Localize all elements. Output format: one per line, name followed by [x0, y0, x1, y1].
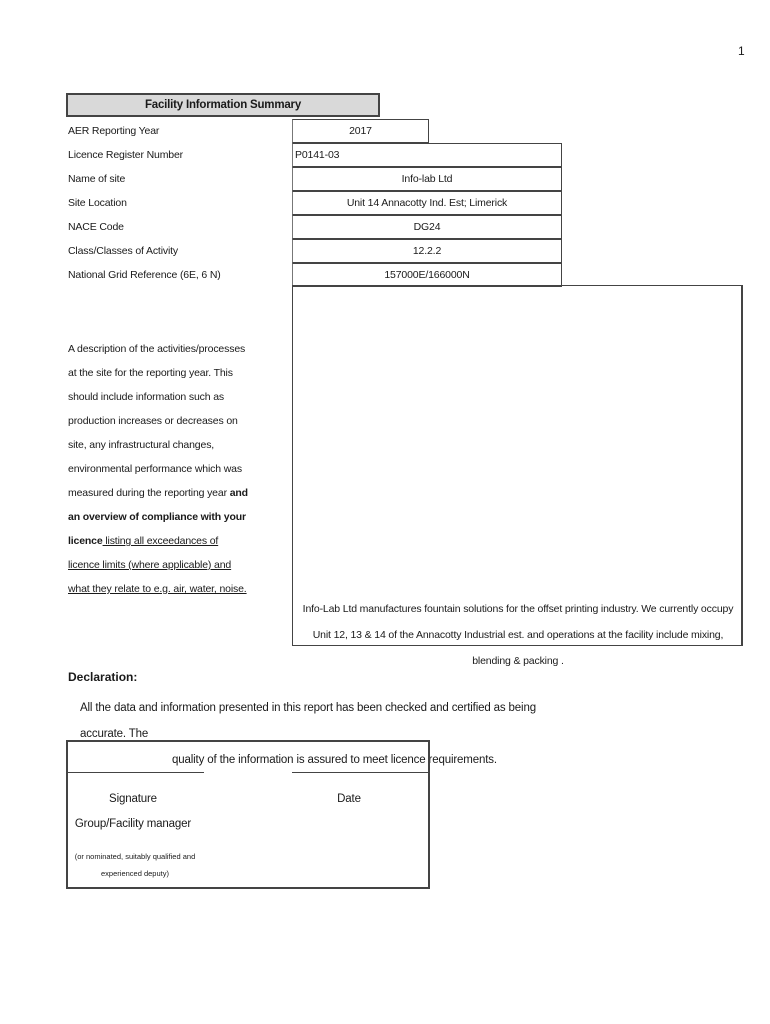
signature-label: Signature	[109, 793, 157, 805]
page-number: 1	[738, 44, 745, 58]
role-label: Group/Facility manager	[74, 818, 192, 830]
signature-line	[67, 760, 204, 773]
deputy-note: (or nominated, suitably qualified and experienced deputy)	[74, 852, 196, 878]
label-licence-register-number: Licence Register Number	[68, 149, 184, 161]
label-name-of-site: Name of site	[68, 173, 126, 185]
description-value: Info-Lab Ltd manufactures fountain solutions for the offset printing industry. We currently occupy Unit 12, 13 & 14 of the Annacotty Industrial est. and operations at the facility include mixing, blending & packing .	[302, 603, 734, 667]
description-label	[68, 337, 248, 601]
value-site-location: Unit 14 Annacotty Ind. Est; Limerick	[292, 191, 562, 215]
description-label-underlined: listing all exceedances of licence limits (where applicable) and what they relate to e.g. air, water, noise.	[68, 535, 247, 595]
declaration-heading: Declaration:	[68, 670, 138, 684]
value-nace-code: DG24	[292, 215, 562, 239]
value-name-of-site: Info-lab Ltd	[292, 167, 562, 191]
date-line	[292, 760, 428, 773]
declaration-text-line2: quality of the information is assured to meet licence requirements.	[172, 754, 497, 766]
declaration-text-line1: All the data and information presented in this report has been checked and certified as being accurate. The	[80, 702, 536, 740]
value-aer-reporting-year: 2017	[292, 119, 429, 143]
description-label-text: A description of the activities/processes at the site for the reporting year. This should include information such as production increases or decreases on site, any infrastructural changes, environmental performance which was measured during the reporting year	[68, 343, 246, 499]
label-national-grid-reference: National Grid Reference (6E, 6 N)	[68, 269, 221, 281]
date-label: Date	[337, 793, 361, 805]
value-national-grid-reference: 157000E/166000N	[292, 263, 562, 287]
label-aer-reporting-year: AER Reporting Year	[68, 125, 160, 137]
description-box	[292, 285, 743, 646]
label-class-of-activity: Class/Classes of Activity	[68, 245, 179, 257]
label-site-location: Site Location	[68, 197, 127, 209]
summary-title: Facility Information Summary	[66, 93, 380, 117]
description-label-bold: and an overview of compliance with your licence	[68, 487, 248, 547]
value-class-of-activity: 12.2.2	[292, 239, 562, 263]
label-nace-code: NACE Code	[68, 221, 124, 233]
value-licence-register-number: P0141-03	[292, 143, 562, 167]
